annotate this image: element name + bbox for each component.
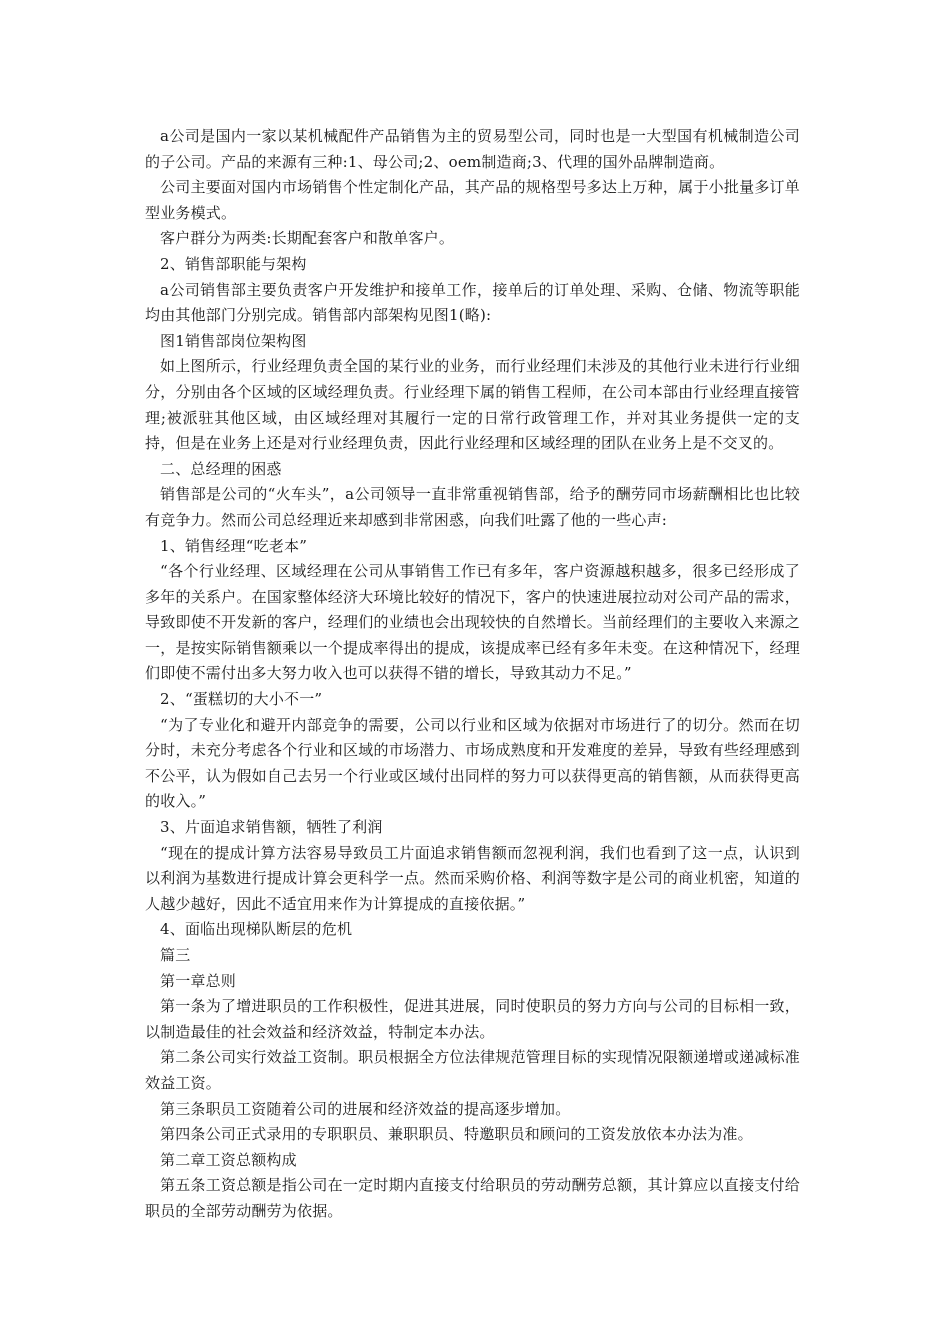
chapter-heading: 第二章工资总额构成 — [160, 1150, 297, 1169]
subsection-heading: 1、销售经理“吃老本” — [160, 536, 308, 555]
paragraph: a公司销售部主要负责客户开发维护和接单工作，接单后的订单处理、采购、仓储、物流等职能均由其他部门分别完成。销售部内部架构见图1(略): — [145, 280, 800, 325]
article-paragraph: 第五条工资总额是指公司在一定时期内直接支付给职员的劳动酬劳总额，其计算应以直接支付给职员的全部劳动酬劳为依据。 — [145, 1176, 800, 1220]
document-body — [145, 124, 800, 1225]
article-paragraph: 第三条职员工资随着公司的进展和经济效益的提高逐步增加。 — [160, 1099, 571, 1118]
paragraph: 如上图所示，行业经理负责全国的某行业的业务，而行业经理们未涉及的其他行业未进行行业细分，分别由各个区域的区域经理负责。行业经理下属的销售工程师，在公司本部由行业经理直接管理;被派驻其他区域，由区域经理对其履行一定的日常行政管理工作，并对其业务提供一定的支持，但是在业务上还是对行业经理负责，因此行业经理和区域经理的团队在业务上是不交叉的。 — [145, 357, 800, 453]
part-heading: 篇三 — [160, 946, 191, 964]
article-paragraph: 第二条公司实行效益工资制。职员根据全方位法律规范管理目标的实现情况限额递增或递减标准效益工资。 — [145, 1048, 800, 1092]
article-paragraph: 第一条为了增进职员的工作积极性，促进其进展，同时使职员的努力方向与公司的目标相一致，以制造最佳的社会效益和经济效益，特制定本办法。 — [145, 997, 800, 1041]
subsection-heading: 4、面临出现梯队断层的危机 — [160, 920, 353, 939]
section-heading: 二、总经理的困惑 — [160, 459, 282, 478]
article-paragraph: 第四条公司正式录用的专职职员、兼职职员、特邀职员和顾问的工资发放依本办法为准。 — [160, 1125, 753, 1144]
figure-caption: 图1销售部岗位架构图 — [160, 331, 307, 350]
subsection-heading: 2、“蛋糕切的大小不一” — [160, 690, 323, 709]
quote-paragraph: “各个行业经理、区域经理在公司从事销售工作已有多年，客户资源越积越多，很多已经形成了多年的关系户。在国家整体经济大环境比较好的情况下，客户的快速进展拉动对公司产品的需求，导致即使不开发新的客户，经理们的业绩也会出现较快的自然增长。当前经理们的主要收入来源之一，是按实际销售额乘以一个提成率得出的提成，该提成率已经有多年未变。在这种情况下，经理们即使不需付出多大努力收入也可以获得不错的增长，导致其动力不足。” — [145, 562, 800, 683]
quote-paragraph: “现在的提成计算方法容易导致员工片面追求销售额而忽视利润，我们也看到了这一点，认识到以利润为基数进行提成计算会更科学一点。然而采购价格、利润等数字是公司的商业机密，知道的人越少越好，因此不适宜用来作为计算提成的直接依据。” — [145, 843, 800, 913]
chapter-heading: 第一章总则 — [160, 971, 237, 990]
paragraph: 销售部是公司的“火车头”，a公司领导一直非常重视销售部，给予的酬劳同市场薪酬相比也比较有竞争力。然而公司总经理近来却感到非常困惑，向我们吐露了他的一些心声: — [145, 485, 800, 529]
section-heading: 2、销售部职能与架构 — [160, 254, 307, 273]
paragraph: a公司是国内一家以某机械配件产品销售为主的贸易型公司，同时也是一大型国有机械制造公司的子公司。产品的来源有三种:1、母公司;2、oem制造商;3、代理的国外品牌制造商。 — [145, 127, 800, 171]
paragraph: 客户群分为两类:长期配套客户和散单客户。 — [160, 229, 455, 248]
subsection-heading: 3、片面追求销售额，牺牲了利润 — [160, 818, 383, 837]
paragraph: 公司主要面对国内市场销售个性定制化产品，其产品的规格型号多达上万种，属于小批量多订单型业务模式。 — [145, 178, 800, 222]
quote-paragraph: “为了专业化和避开内部竞争的需要，公司以行业和区域为依据对市场进行了的切分。然而在切分时，未充分考虑各个行业和区域的市场潜力、市场成熟度和开发难度的差异，导致有些经理感到不公平，认为假如自己去另一个行业或区域付出同样的努力可以获得更高的销售额，从而获得更高的收入。” — [145, 715, 800, 811]
